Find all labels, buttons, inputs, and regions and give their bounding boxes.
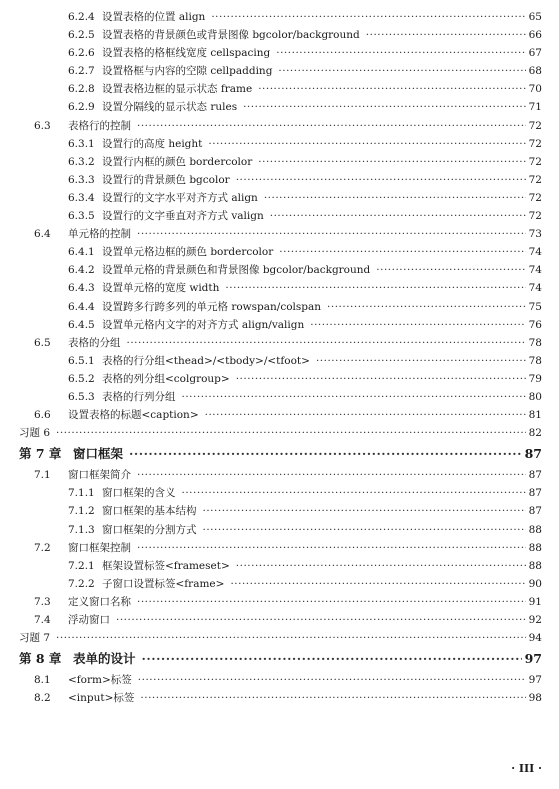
toc-dot-leader [236,557,526,575]
toc-dot-leader [182,388,526,406]
toc-page-number: 88 [528,541,542,554]
toc-dot-leader [140,689,525,707]
toc-entry [0,575,559,593]
toc-entry-number: 7.3 [34,595,51,608]
toc-entry-number: 6.5.2 [68,372,95,385]
toc-dot-leader [316,352,526,370]
toc-entry [0,62,559,80]
toc-entry-title: 窗口框架的分割方式 [102,523,197,536]
toc-dot-leader [137,225,526,243]
toc-page-number: 90 [528,577,542,590]
toc-dot-leader [279,243,525,261]
toc-entry-number: 6.6 [34,409,51,422]
toc-entry-number: 6.3.1 [68,137,95,150]
toc-dot-leader [208,135,525,153]
toc-entry-number: 7.1 [34,469,51,482]
toc-entry [0,557,559,575]
toc-entry-number: 6.2.6 [68,47,95,60]
toc-entry [0,466,559,484]
toc-entry-number: 6.2.9 [68,101,95,114]
toc-entry [0,484,559,502]
toc-dot-leader [205,406,526,424]
toc-entry-number: 7.2.2 [68,577,95,590]
toc-dot-leader [236,171,526,189]
toc-page-number: 94 [528,632,542,645]
toc-entry [0,8,559,26]
toc-page-number: 80 [528,390,542,403]
toc-entry-title: <input>标签 [68,692,135,705]
toc-page-number: 92 [528,614,542,626]
toc-entry [0,135,559,153]
toc-dot-leader [243,98,526,116]
toc-page-number: 71 [528,101,542,114]
toc-entry [0,539,559,557]
toc-entry [0,406,559,424]
toc-entry-title: <form>标签 [68,674,132,687]
toc-entry-number: 7.4 [34,614,51,626]
toc-entry-title: 设置单元格的宽度 width [102,282,220,295]
toc-page-number: 65 [528,11,542,23]
toc-entry [0,593,559,611]
toc-entry-title: 表格行的控制 [68,119,131,132]
toc-page-number: 87 [524,446,542,462]
toc-dot-leader [236,370,526,388]
toc-entry [0,689,559,707]
toc-entry-title: 设置行的文字垂直对齐方式 valign [102,210,264,223]
toc-chapter-entry [0,442,559,466]
toc-entry [0,26,559,44]
toc-page-number: 78 [528,336,542,349]
toc-dot-leader [230,575,525,593]
toc-dot-leader [138,671,526,689]
toc-dot-leader [376,261,525,279]
toc-entry-number: 6.4 [34,228,51,241]
toc-page-number: 74 [528,264,542,277]
toc-page-number: 88 [528,523,542,536]
toc-dot-leader [278,62,525,80]
toc-page-number: 82 [528,427,542,440]
toc-page-number: 72 [528,173,542,186]
toc-entry-title: 窗口框架的含义 [102,487,176,500]
toc-entry-title: 设置表格的标题<caption> [68,409,199,422]
toc-dot-leader [129,442,522,466]
toc-page-number: 98 [528,692,542,705]
toc-entry-title: 设置单元格的背景颜色和背景图像 bgcolor/background [102,264,371,277]
toc-entry-title: 设置跨多行跨多列的单元格 rowspan/colspan [102,300,322,313]
toc-exercise-entry [0,629,559,647]
toc-page-number: 97 [524,651,542,667]
toc-dot-leader [276,44,525,62]
toc-entry [0,352,559,370]
toc-entry-number: 6.2.4 [68,11,95,23]
toc-entry-number: 6.4.3 [68,282,95,295]
toc-entry-title: 设置分隔线的显示状态 rules [102,101,238,114]
toc-entry [0,44,559,62]
toc-dot-leader [56,629,526,647]
toc-entry-number: 6.4.5 [68,318,95,331]
toc-entry-number: 6.3 [34,119,51,132]
toc-entry-title: 设置表格的背景颜色或背景图像 bgcolor/background [102,29,360,42]
toc-entry-number: 8.1 [34,674,51,687]
toc-entry-number: 7.1.2 [68,505,95,518]
toc-entry-title: 设置行的文字水平对齐方式 align [102,191,258,204]
toc-entry-title: 设置表格的格框线宽度 cellspacing [102,47,271,60]
toc-entry-title: 表格的分组 [68,336,121,349]
toc-dot-leader [310,316,525,334]
toc-page-number: 97 [528,674,542,687]
toc-entry [0,243,559,261]
toc-entry [0,316,559,334]
toc-page-number: 74 [528,282,542,295]
toc-page-number: 72 [528,119,542,132]
toc-page-number: 81 [528,409,542,422]
toc-entry [0,225,559,243]
toc-dot-leader [182,484,526,502]
toc-page-number: 78 [528,354,542,367]
toc-dot-leader [137,593,526,611]
toc-entry-title: 窗口框架简介 [68,469,131,482]
toc-page-number: 73 [528,228,542,241]
toc-entry-number: 6.4.1 [68,246,95,259]
toc-entry-title: 表格的列分组<colgroup> [102,372,230,385]
toc-dot-leader [225,279,525,297]
toc-page-number: 67 [528,47,542,60]
toc-page-number: 72 [528,137,542,150]
toc-entry [0,261,559,279]
toc-dot-leader [203,521,526,539]
toc-dot-leader [270,207,526,225]
toc-page-number: 75 [528,300,542,313]
toc-entry [0,298,559,316]
toc-entry-title: 表单的设计 [73,651,136,667]
toc-entry [0,671,559,689]
toc-entry-title: 框架设置标签<frameset> [102,559,230,572]
toc-page-number: 87 [528,487,542,500]
toc-entry-number: 7.1.1 [68,487,95,500]
toc-entry-title: 定义窗口名称 [68,595,131,608]
toc-entry-title: 浮动窗口 [68,614,110,626]
toc-page-number: 66 [528,29,542,42]
toc-entry-number: 7.1.3 [68,523,95,536]
toc-entry [0,153,559,171]
toc-entry-title: 表格的行列分组 [102,390,176,403]
toc-entry-number: 6.5.3 [68,390,95,403]
toc-dot-leader [137,539,526,557]
toc-entry-title: 单元格的控制 [68,228,131,241]
toc-entry-title: 设置行的背景颜色 bgcolor [102,173,230,186]
toc-dot-leader [56,424,526,442]
toc-chapter-entry [0,647,559,671]
toc-entry-title: 表格的行分组<thead>/<tbody>/<tfoot> [102,354,310,367]
toc-entry [0,80,559,98]
toc-dot-leader [142,647,522,671]
toc-page-number: 72 [528,210,542,223]
table-of-contents [0,8,559,707]
toc-page-number: 68 [528,65,542,78]
toc-entry-title: 子窗口设置标签<frame> [102,577,225,590]
toc-page-number: 72 [528,155,542,168]
toc-entry-title: 设置行的高度 height [102,137,203,150]
toc-entry [0,388,559,406]
toc-entry-title: 设置格框与内容的空隙 cellpadding [102,65,273,78]
toc-entry-number: 8.2 [34,692,51,705]
toc-dot-leader [203,502,526,520]
toc-page-number: 91 [528,595,542,608]
toc-entry [0,117,559,135]
toc-entry [0,189,559,207]
toc-entry-number: 6.5 [34,336,51,349]
toc-entry-number: 第 7 章 [19,446,62,462]
toc-entry [0,334,559,352]
toc-page-number: 79 [528,372,542,385]
toc-exercise-entry [0,424,559,442]
toc-dot-leader [258,80,525,98]
toc-entry [0,207,559,225]
toc-entry-number: 6.5.1 [68,354,95,367]
toc-page-number: 76 [528,318,542,331]
toc-entry-number: 6.3.5 [68,210,95,223]
toc-page-number: 87 [528,505,542,518]
toc-dot-leader [366,26,526,44]
toc-entry-number: 6.3.2 [68,155,95,168]
toc-dot-leader [211,8,525,26]
toc-entry-number: 6.2.5 [68,29,95,42]
toc-page-number: 87 [528,469,542,482]
toc-entry-number: 7.2.1 [68,559,95,572]
toc-entry-number: 6.4.4 [68,300,95,313]
toc-entry-title: 设置表格边框的显示状态 frame [102,83,253,96]
toc-page-number: 70 [528,83,542,96]
toc-entry-number: 6.4.2 [68,264,95,277]
toc-entry-title: 窗口框架控制 [68,541,131,554]
toc-entry-number: 7.2 [34,541,51,554]
toc-entry [0,370,559,388]
toc-dot-leader [137,466,526,484]
page-number-folio: · III · [511,762,542,775]
toc-page-number: 88 [528,559,542,572]
toc-dot-leader [137,117,526,135]
toc-dot-leader [116,611,526,629]
toc-entry [0,98,559,116]
toc-entry-title: 设置表格的位置 align [102,11,206,23]
toc-page-number: 72 [528,191,542,204]
toc-entry-title: 设置单元格边框的颜色 bordercolor [102,246,274,259]
toc-entry-title: 习题 6 [19,427,51,440]
toc-entry [0,279,559,297]
toc-entry [0,611,559,629]
toc-dot-leader [258,153,525,171]
toc-entry [0,521,559,539]
toc-dot-leader [327,298,526,316]
toc-entry [0,171,559,189]
toc-entry-number: 6.2.7 [68,65,95,78]
toc-page-number: 74 [528,246,542,259]
toc-dot-leader [264,189,526,207]
toc-entry-title: 设置行内框的颜色 bordercolor [102,155,253,168]
toc-entry-number: 第 8 章 [19,651,62,667]
toc-entry-title: 窗口框架的基本结构 [102,505,197,518]
toc-entry [0,502,559,520]
toc-entry-title: 设置单元格内文字的对齐方式 align/valign [102,318,305,331]
toc-entry-number: 6.3.3 [68,173,95,186]
toc-entry-title: 窗口框架 [73,446,124,462]
toc-dot-leader [127,334,526,352]
toc-entry-number: 6.2.8 [68,83,95,96]
toc-entry-number: 6.3.4 [68,191,95,204]
toc-entry-title: 习题 7 [19,632,51,645]
